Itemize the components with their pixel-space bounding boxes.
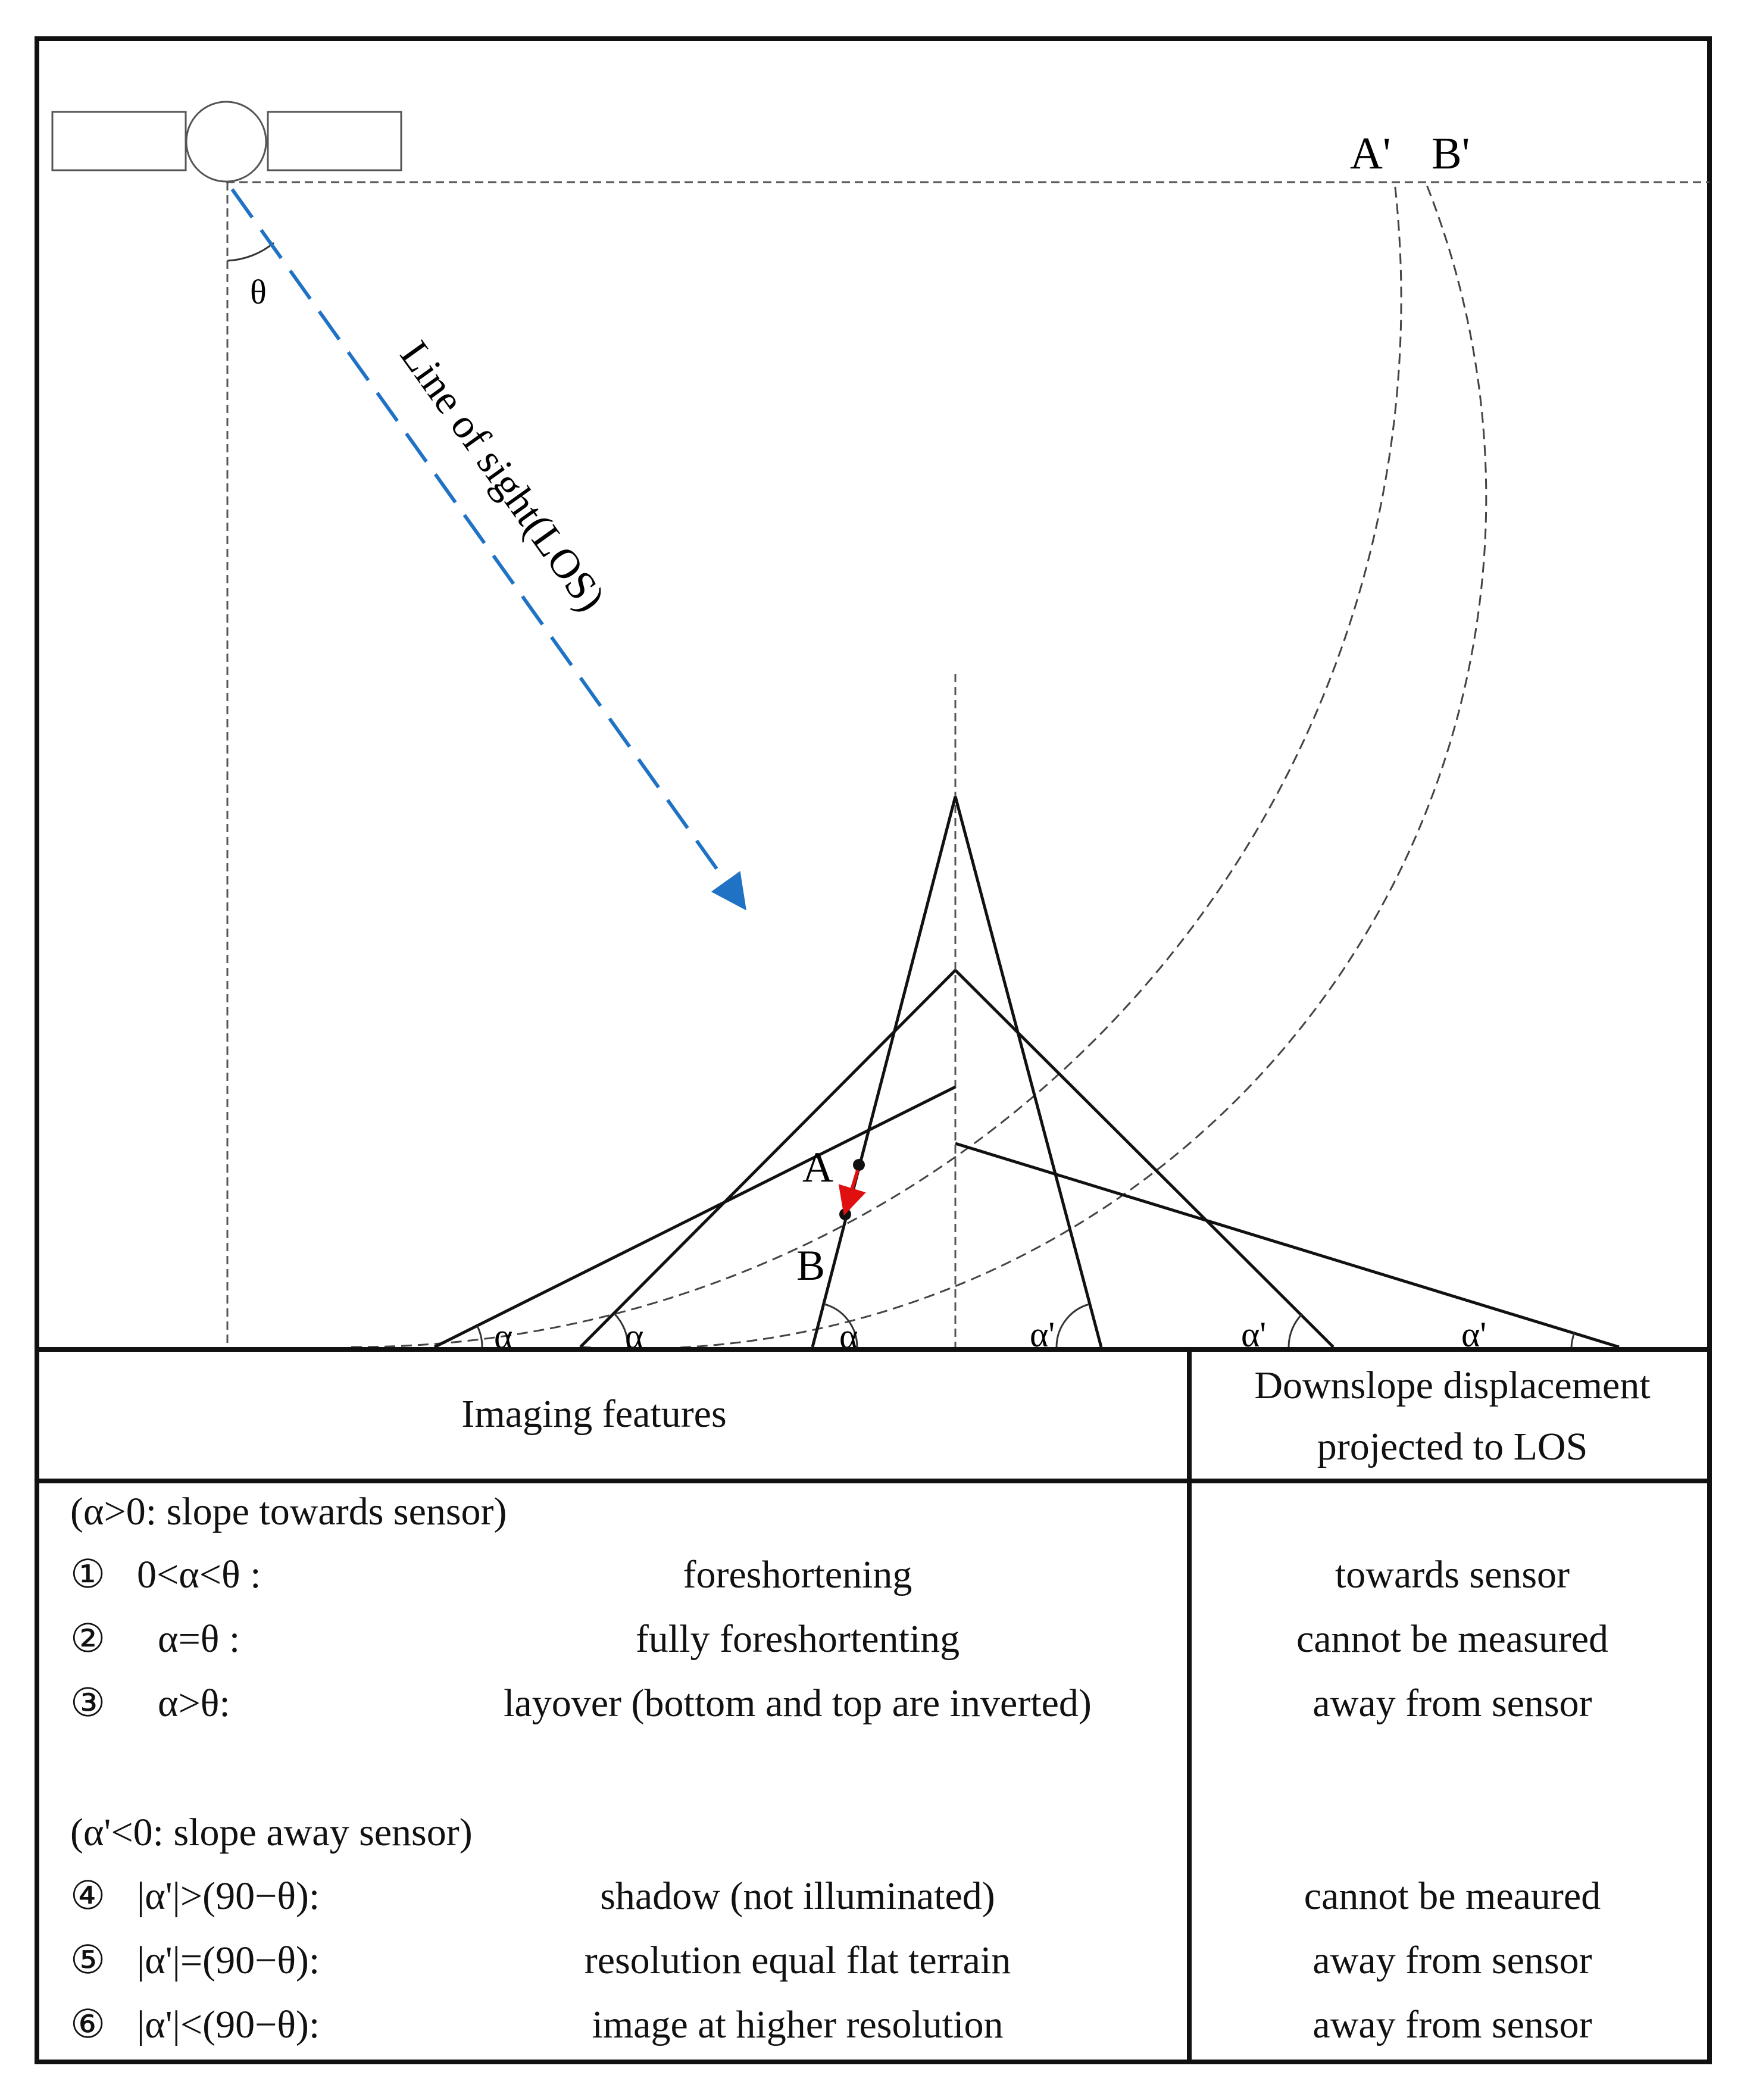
alpha-label-3: α (839, 1317, 858, 1356)
range-arc-b (580, 182, 1486, 1349)
header-imaging-features: Imaging features (461, 1392, 727, 1436)
section-title-towards: (α>0: slope towards sensor) (70, 1490, 507, 1533)
row-number: ⑤ (70, 1939, 106, 1982)
header-displacement-line1: Downslope displacement (1254, 1364, 1651, 1407)
theta-label: θ (250, 273, 267, 311)
row-number: ② (70, 1617, 106, 1661)
b-label: B (796, 1242, 826, 1289)
range-arc-a (351, 182, 1401, 1347)
row-feature: shadow (not illuminated) (600, 1874, 995, 1918)
row-displacement: away from sensor (1312, 1939, 1592, 1982)
los-arrow (232, 189, 738, 899)
row-number: ⑥ (70, 2003, 106, 2046)
displacement-arrow (847, 1170, 858, 1205)
row-condition: α=θ : (158, 1617, 240, 1661)
slopes (435, 796, 1619, 1347)
alpha-label-2: α (625, 1317, 644, 1356)
alpha-prime-label-1: α' (1030, 1315, 1055, 1354)
row-condition: 0<α<θ : (137, 1553, 261, 1596)
header-displacement-line2: projected to LOS (1317, 1425, 1588, 1468)
a-prime-label: A' (1350, 129, 1391, 179)
row-feature: image at higher resolution (592, 2003, 1004, 2046)
row-number: ③ (70, 1682, 106, 1725)
row-displacement: cannot be meaured (1304, 1874, 1601, 1918)
row-feature: resolution equal flat terrain (584, 1939, 1011, 1982)
row-condition: |α'|>(90−θ): (137, 1874, 320, 1918)
section-title-away: (α'<0: slope away sensor) (70, 1811, 473, 1854)
alpha-prime-label-3: α' (1461, 1315, 1487, 1354)
alpha-prime-label-2: α' (1241, 1315, 1267, 1354)
satellite-icon (52, 102, 401, 182)
row-displacement: cannot be measured (1296, 1617, 1609, 1661)
b-prime-label: B' (1432, 129, 1470, 179)
row-condition: α>θ: (158, 1682, 230, 1725)
row-displacement: away from sensor (1312, 1682, 1592, 1725)
row-feature: layover (bottom and top are inverted) (504, 1682, 1092, 1725)
point-a (853, 1159, 865, 1171)
row-number: ④ (70, 1874, 106, 1918)
row-feature: fully foreshortenting (635, 1617, 960, 1661)
los-label: Line of sight(LOS) (390, 333, 614, 620)
row-displacement: towards sensor (1335, 1553, 1570, 1596)
row-condition: |α'|<(90−θ): (137, 2003, 320, 2046)
row-condition: |α'|=(90−θ): (137, 1939, 320, 1982)
alpha-label-1: α (494, 1317, 513, 1356)
row-feature: foreshortening (683, 1553, 912, 1596)
row-number: ① (70, 1553, 106, 1596)
point-b (839, 1208, 851, 1220)
a-label: A (802, 1143, 833, 1191)
theta-angle-arc (227, 243, 274, 261)
row-displacement: away from sensor (1312, 2003, 1592, 2046)
